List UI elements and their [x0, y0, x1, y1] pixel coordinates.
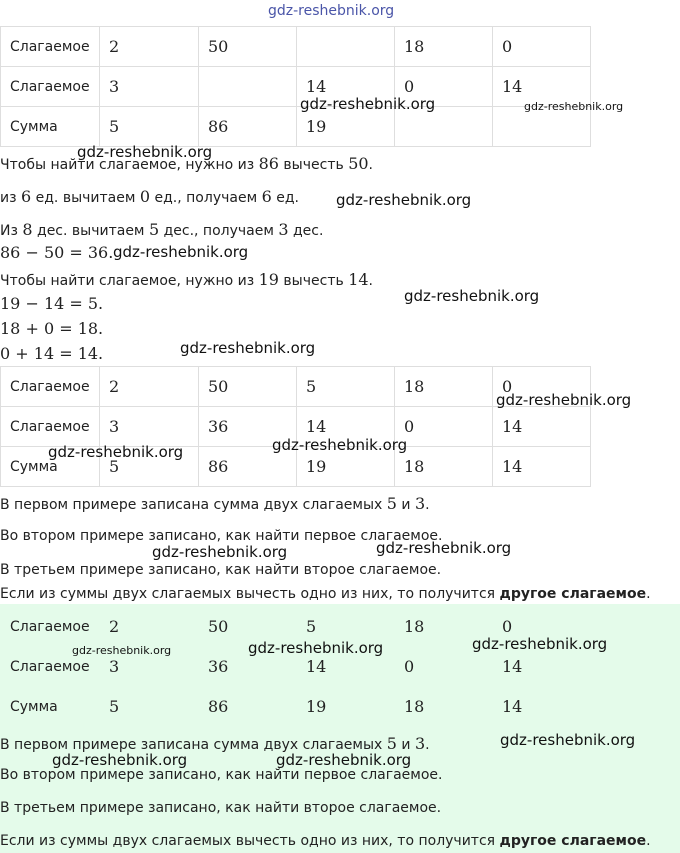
row-label: Сумма [1, 447, 100, 487]
table-cell: 18 [404, 697, 425, 716]
table-row [1, 687, 591, 727]
table-highlighted [0, 606, 591, 727]
table-cell: 50 [199, 367, 297, 407]
row-label: Слагаемое [1, 367, 100, 407]
table-cell: 3 [109, 657, 120, 676]
watermark-text: gdz-reshebnik.org [472, 635, 608, 653]
watermark-text: gdz-reshebnik.org [404, 287, 540, 305]
table-cell: 5 [306, 617, 317, 636]
table-cell: 5 [297, 367, 395, 407]
table-cell: 19 [306, 697, 327, 716]
table-cell: 2 [100, 367, 199, 407]
watermark-text: gdz-reshebnik.org [248, 639, 384, 657]
explanation-1-line-4: Если из суммы двух слагаемых вычесть одно из них, то получится другое слагаемое. [0, 586, 651, 602]
table-row [1, 107, 591, 147]
row-label: Слагаемое [1, 67, 100, 107]
table-cell: 14 [493, 447, 591, 487]
table-cell: 0 [395, 407, 493, 447]
watermark-text: gdz-reshebnik.org [113, 243, 249, 261]
table-cell: 3 [100, 67, 199, 107]
table-cell: 0 [502, 617, 513, 636]
row-label: Сумма [1, 107, 100, 147]
table-cell: 14 [502, 697, 523, 716]
table-cell: 14 [297, 407, 395, 447]
watermark-text: gdz-reshebnik.org [300, 95, 436, 113]
table-cell: 0 [493, 367, 591, 407]
table-cell: 18 [395, 447, 493, 487]
watermark-text: gdz-reshebnik.org [496, 391, 632, 409]
row-label: Слагаемое [1, 407, 100, 447]
table-cell: 50 [199, 27, 297, 67]
table-cell: 0 [395, 67, 493, 107]
solution-line-1: Чтобы найти слагаемое, нужно из 86 вычесть 50. [0, 154, 373, 173]
table-cell: 19 [297, 107, 395, 147]
table-cell [297, 27, 395, 67]
watermark-text: gdz-reshebnik.org [376, 539, 512, 557]
table-initial [0, 26, 591, 147]
table-cell: 50 [208, 617, 229, 636]
equation-1: 86 − 50 = 36. [0, 243, 114, 262]
equation-3: 18 + 0 = 18. [0, 319, 104, 338]
table-cell: 14 [502, 657, 523, 676]
table-cell: 14 [297, 67, 395, 107]
table-cell: 0 [493, 27, 591, 67]
table-cell: 18 [404, 617, 425, 636]
table-cell: 86 [199, 107, 297, 147]
table-cell: 19 [297, 447, 395, 487]
watermark-text: gdz-reshebnik.org [52, 751, 188, 769]
table-filled [0, 366, 591, 487]
table-cell: 5 [100, 107, 199, 147]
table-row [1, 67, 591, 107]
table-cell: 3 [100, 407, 199, 447]
table-cell: 18 [395, 367, 493, 407]
table-cell: 0 [404, 657, 415, 676]
row-label: Слагаемое [1, 27, 100, 67]
table-cell: 86 [199, 447, 297, 487]
solution-line-2: из 6 ед. вычитаем 0 ед., получаем 6 ед. [0, 187, 299, 206]
table-cell: 86 [208, 697, 229, 716]
equation-2: 19 − 14 = 5. [0, 294, 104, 313]
explanation-2-line-4: Если из суммы двух слагаемых вычесть одно из них, то получится другое слагаемое. [0, 833, 651, 849]
table-cell: 5 [100, 447, 199, 487]
table-cell: 14 [493, 67, 591, 107]
table-cell: 5 [109, 697, 120, 716]
table-cell: 36 [208, 657, 229, 676]
explanation-1-line-2: Во втором примере записано, как найти первое слагаемое. [0, 528, 443, 544]
watermark-text: gdz-reshebnik.org [152, 543, 288, 561]
solution-line-3: Из 8 дес. вычитаем 5 дес., получаем 3 дес. [0, 220, 324, 239]
explanation-2-line-1: В первом примере записана сумма двух слагаемых 5 и 3. [0, 734, 430, 753]
watermark-text: gdz-reshebnik.org [72, 644, 172, 657]
row-label: Слагаемое [10, 618, 90, 635]
watermark-text: gdz-reshebnik.org [524, 100, 624, 113]
equation-4: 0 + 14 = 14. [0, 344, 104, 363]
watermark-text: gdz-reshebnik.org [272, 436, 408, 454]
watermark-text: gdz-reshebnik.org [48, 443, 184, 461]
explanation-1-line-3: В третьем примере записано, как найти второе слагаемое. [0, 562, 442, 578]
row-label: Сумма [10, 698, 58, 715]
table-cell: 14 [306, 657, 327, 676]
table-cell: 18 [395, 27, 493, 67]
table-row [1, 27, 591, 67]
explanation-2-line-3: В третьем примере записано, как найти второе слагаемое. [0, 800, 442, 816]
watermark-text: gdz-reshebnik.org [268, 3, 395, 19]
watermark-text: gdz-reshebnik.org [336, 191, 472, 209]
solution-line-4: Чтобы найти слагаемое, нужно из 19 вычесть 14. [0, 270, 373, 289]
watermark-text: gdz-reshebnik.org [180, 339, 316, 357]
table-cell [199, 67, 297, 107]
watermark-text: gdz-reshebnik.org [276, 751, 412, 769]
explanation-1-line-1: В первом примере записана сумма двух слагаемых 5 и 3. [0, 494, 430, 513]
table-cell: 14 [493, 407, 591, 447]
table-cell: 2 [100, 27, 199, 67]
table-cell: 2 [109, 617, 120, 636]
watermark-text: gdz-reshebnik.org [77, 143, 213, 161]
table-cell: 36 [199, 407, 297, 447]
watermark-text: gdz-reshebnik.org [500, 731, 636, 749]
explanation-2-line-2: Во втором примере записано, как найти первое слагаемое. [0, 767, 443, 783]
row-label: Слагаемое [10, 658, 90, 675]
